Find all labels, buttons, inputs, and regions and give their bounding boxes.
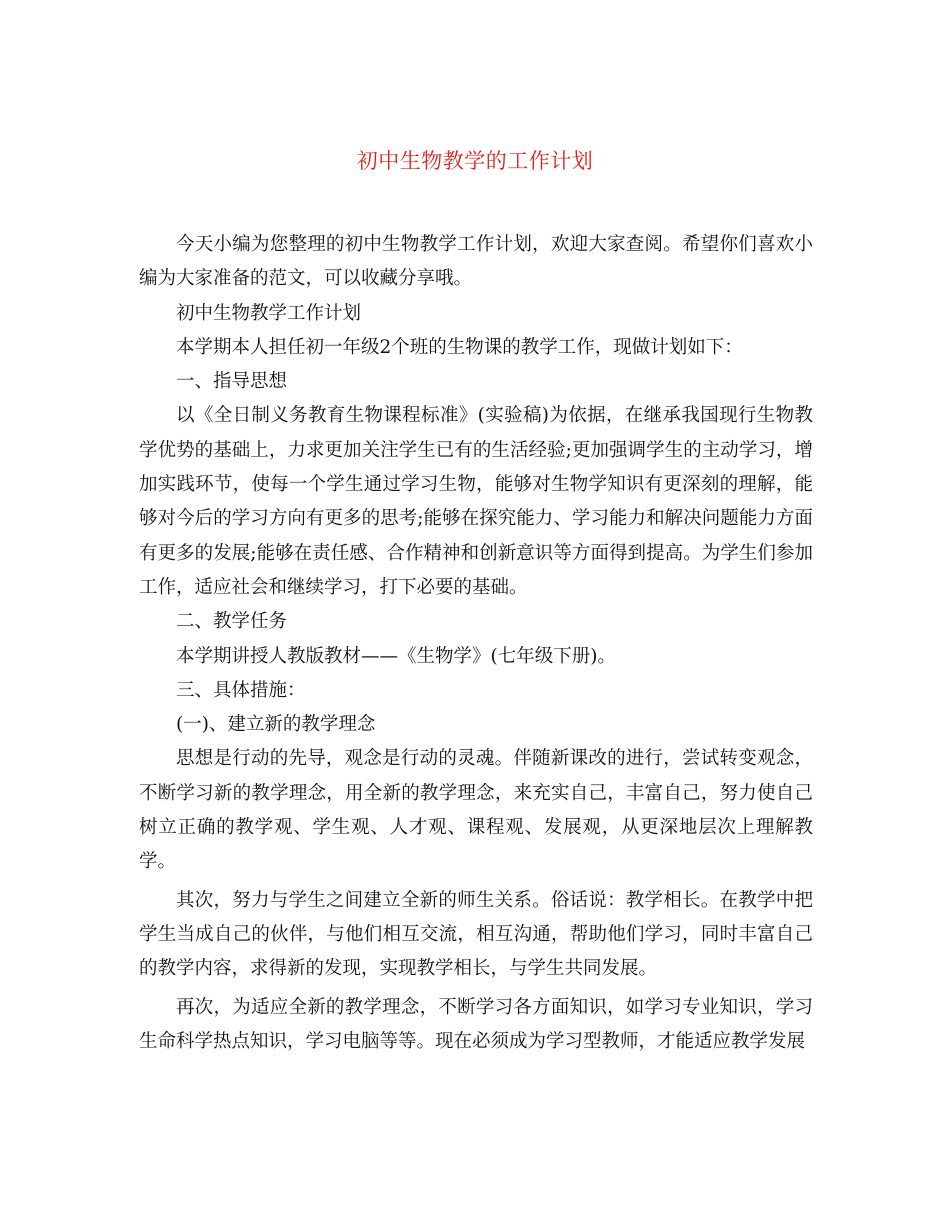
plan-heading: 初中生物教学工作计划 bbox=[176, 302, 362, 324]
section-heading-teaching-task: 二、教学任务 bbox=[176, 611, 288, 633]
intro-paragraph: 今天小编为您整理的初中生物教学工作计划，欢迎大家查阅。希望你们喜欢小编为大家准备的范文，可以收藏分享哦。 bbox=[139, 234, 813, 290]
section-heading-measures: 三、具体措施： bbox=[176, 679, 306, 701]
subsection-heading-new-concept: (一)、建立新的教学理念 bbox=[176, 714, 376, 736]
document-title: 初中生物教学的工作计划 bbox=[356, 149, 594, 173]
continued-learning-paragraph: 再次，为适应全新的教学理念，不断学习各方面知识，如学习专业知识，学习生命科学热点知识，学习电脑等等。现在必须成为学习型教师，才能适应教学发展 bbox=[139, 996, 813, 1052]
plan-overview-paragraph: 本学期本人担任初一年级2个班的生物课的教学工作，现做计划如下： bbox=[176, 336, 743, 358]
teacher-student-paragraph: 其次，努力与学生之间建立全新的师生关系。俗话说：教学相长。在教学中把学生当成自己的伙伴，与他们相互交流，相互沟通，帮助他们学习，同时丰富自己的教学内容，求得新的发现，实现教学相长，与学生共同发展。 bbox=[139, 889, 813, 980]
document-body bbox=[139, 228, 813, 1059]
guiding-thought-paragraph: 以《全日制义务教育生物课程标准》(实验稿)为依据，在继承我国现行生物教学优势的基础上，力求更加关注学生已有的生活经验;更加强调学生的主动学习，增加实践环节，使每一个学生通过学习生物，能够对生物学知识有更深刻的理解，能够对今后的学习方向有更多的思考;能够在探究能力、学习能力和解决问题能力方面有更多的发展;能够在责任感、合作精神和创新意识等方面得到提高。为学生们参加工作，适应社会和继续学习，打下必要的基础。 bbox=[139, 405, 813, 598]
section-heading-guiding-thought: 一、指导思想 bbox=[176, 371, 288, 393]
new-concept-paragraph: 思想是行动的先导，观念是行动的灵魂。伴随新课改的进行，尝试转变观念，不断学习新的教学理念，用全新的教学理念，来充实自己，丰富自己，努力使自己树立正确的教学观、学生观、人才观、课程观、发展观，从更深地层次上理解教学。 bbox=[139, 748, 813, 873]
teaching-task-paragraph: 本学期讲授人教版教材——《生物学》(七年级下册)。 bbox=[176, 645, 616, 667]
